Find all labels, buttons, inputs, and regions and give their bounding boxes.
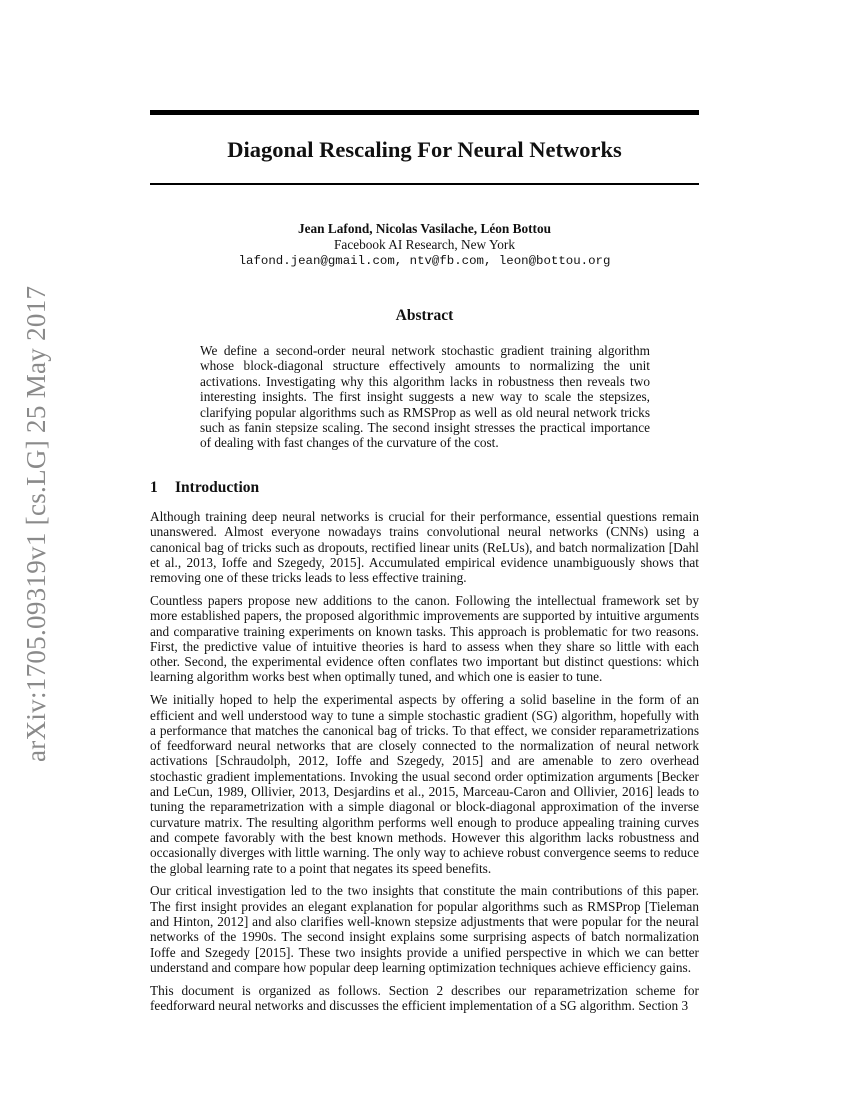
paragraph: Countless papers propose new additions to the canon. Following the intellectual framework set by more established papers, the proposed algorithmic improvements are supported by intuitive arguments and comparative training experiments on known tasks. This approach is problematic for two reasons. First, the predictive value of intuitive theories is hard to assess when they share so little with each other. Second, the experimental evidence often conflates two important but distinct questions: which learning algorithm works best when optimally tuned, and which one is easier to tune. (150, 592, 699, 685)
paragraph: This document is organized as follows. Section 2 describes our reparametrization scheme for feedforward neural networks and discusses the efficient implementation of a SG algorithm. Section 3 (150, 982, 699, 1013)
paragraph: Although training deep neural networks is crucial for their performance, essential questions remain unanswered. Almost everyone nowadays trains convolutional neural networks (CNNs) using a canonical bag of tricks such as dropouts, rectified linear units (ReLUs), and batch normalization [Dahl et al., 2013, Ioffe and Szegedy, 2015]. Accumulated empirical evidence unambiguously shows that removing one of these tricks leads to less effective training. (150, 509, 699, 586)
paper-title: Diagonal Rescaling For Neural Networks (227, 137, 622, 162)
section-title: Introduction (175, 479, 260, 496)
section-heading (150, 478, 699, 498)
section-body (150, 509, 699, 1021)
arxiv-identifier-stamp: arXiv:1705.09319v1 [cs.LG] 25 May 2017 (21, 285, 51, 762)
title-top-rule (150, 110, 699, 115)
author-affiliation: Facebook AI Research, New York (334, 237, 515, 252)
author-block (150, 221, 699, 269)
author-emails: lafond.jean@gmail.com, ntv@fb.com, leon@bottou.org (238, 254, 611, 268)
paragraph: We initially hoped to help the experimental aspects by offering a solid baseline in the form of an efficient and well understood way to tune a simple stochastic gradient (SG) algorithm, hopefully with a performance that matches the canonical bag of tricks. To that effect, we consider reparametrizations of feedforward neural networks that are closely connected to the normalization of neural network activations [Schraudolph, 2012, Ioffe and Szegedy, 2015] and are amenable to zero overhead stochastic gradient implementations. Invoking the usual second order optimization arguments [Becker and LeCun, 1989, Ollivier, 2013, Desjardins et al., 2015, Marceau-Caron and Ollivier, 2016] leads to tuning the reparametrization with a simple diagonal or block-diagonal approximation of the inverse curvature matrix. The resulting algorithm performs well enough to produce appealing training curves and compete favorably with the best known methods. However this algorithm lacks robustness and occasionally diverges with little warning. The only way to achieve robust convergence seems to reduce the global learning rate to a point that negates its speed benefits. (150, 692, 699, 876)
section-number: 1 (150, 479, 158, 496)
abstract-text: We define a second-order neural network stochastic gradient training algorithm whose block-diagonal structure effectively amounts to normalizing the unit activations. Investigating why this algorithm lacks in robustness then reveals two interesting insights. The first insight suggests a new way to scale the stepsizes, clarifying popular algorithms such as RMSProp as well as old neural network tricks such as fanin stepsize scaling. The second insight stresses the practical importance of dealing with fast changes of the curvature of the cost. (200, 343, 650, 451)
title-bottom-rule (150, 183, 699, 185)
author-names: Jean Lafond, Nicolas Vasilache, Léon Bottou (297, 221, 552, 236)
abstract-heading: Abstract (395, 307, 454, 324)
paragraph: Our critical investigation led to the two insights that constitute the main contributions of this paper. The first insight provides an elegant explanation for popular algorithms such as RMSProp [Tieleman and Hinton, 2012] and also clarifies well-known stepsize adjustments that were popular for the neural networks of the 1990s. The second insight explains some surprising aspects of batch normalization Ioffe and Szegedy [2015]. These two insights provide a unified perspective in which we can better understand and compare how popular deep learning optimization techniques achieve efficiency gains. (150, 883, 699, 975)
